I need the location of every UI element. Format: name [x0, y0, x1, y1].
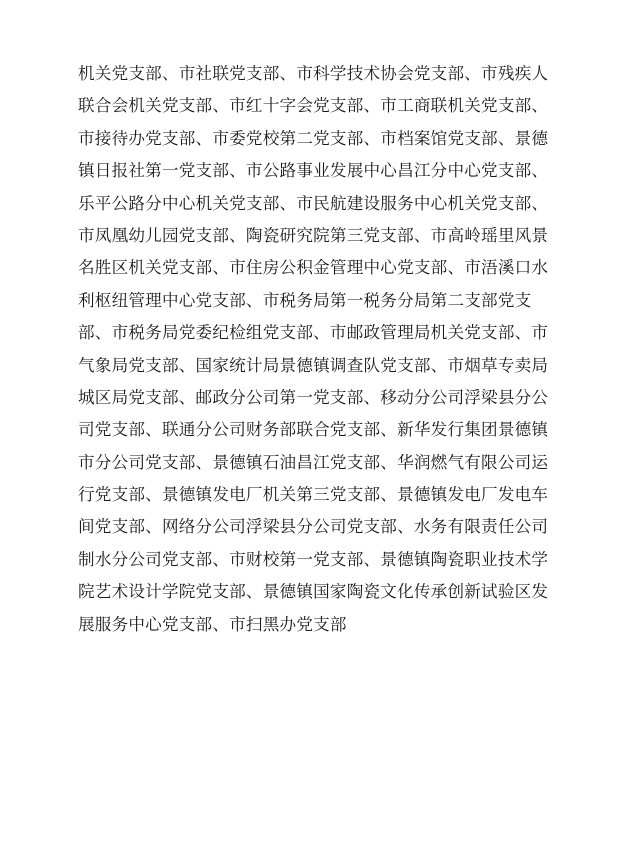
text-line: 联合会机关党支部、市红十字会党支部、市工商联机关党支部、: [78, 96, 549, 116]
text-line: 利枢纽管理中心党支部、市税务局第一税务分局第二支部党支: [78, 290, 532, 310]
text-line: 气象局党支部、国家统计局景德镇调查队党支部、市烟草专卖局: [78, 355, 549, 375]
text-line: 名胜区机关党支部、市住房公积金管理中心党支部、市浯溪口水: [78, 258, 549, 278]
text-line: 市凤凰幼儿园党支部、陶瓷研究院第三党支部、市高岭瑶里风景: [78, 225, 549, 245]
text-line: 镇日报社第一党支部、市公路事业发展中心昌江分中心党支部、: [78, 161, 549, 181]
text-line: 部、市税务局党委纪检组党支部、市邮政管理局机关党支部、市: [78, 323, 549, 343]
text-line: 制水分公司党支部、市财校第一党支部、景德镇陶瓷职业技术学: [78, 549, 549, 569]
text-line: 城区局党支部、邮政分公司第一党支部、移动分公司浮梁县分公: [78, 387, 549, 407]
body-paragraph: [78, 58, 558, 641]
text-line: 市分公司党支部、景德镇石油昌江党支部、华润燃气有限公司运: [78, 452, 549, 472]
text-line: 市接待办党支部、市委党校第二党支部、市档案馆党支部、景德: [78, 128, 549, 148]
text-line: 院艺术设计学院党支部、景德镇国家陶瓷文化传承创新试验区发: [78, 582, 549, 602]
text-line: 行党支部、景德镇发电厂机关第三党支部、景德镇发电厂发电车: [78, 485, 549, 505]
text-line: 机关党支部、市社联党支部、市科学技术协会党支部、市残疾人: [78, 64, 549, 83]
text-line: 乐平公路分中心机关党支部、市民航建设服务中心机关党支部、: [78, 193, 549, 213]
text-line: 展服务中心党支部、市扫黑办党支部: [78, 614, 347, 634]
text-line: 司党支部、联通分公司财务部联合党支部、新华发行集团景德镇: [78, 420, 549, 440]
text-line: 间党支部、网络分公司浮梁县分公司党支部、水务有限责任公司: [78, 517, 549, 537]
